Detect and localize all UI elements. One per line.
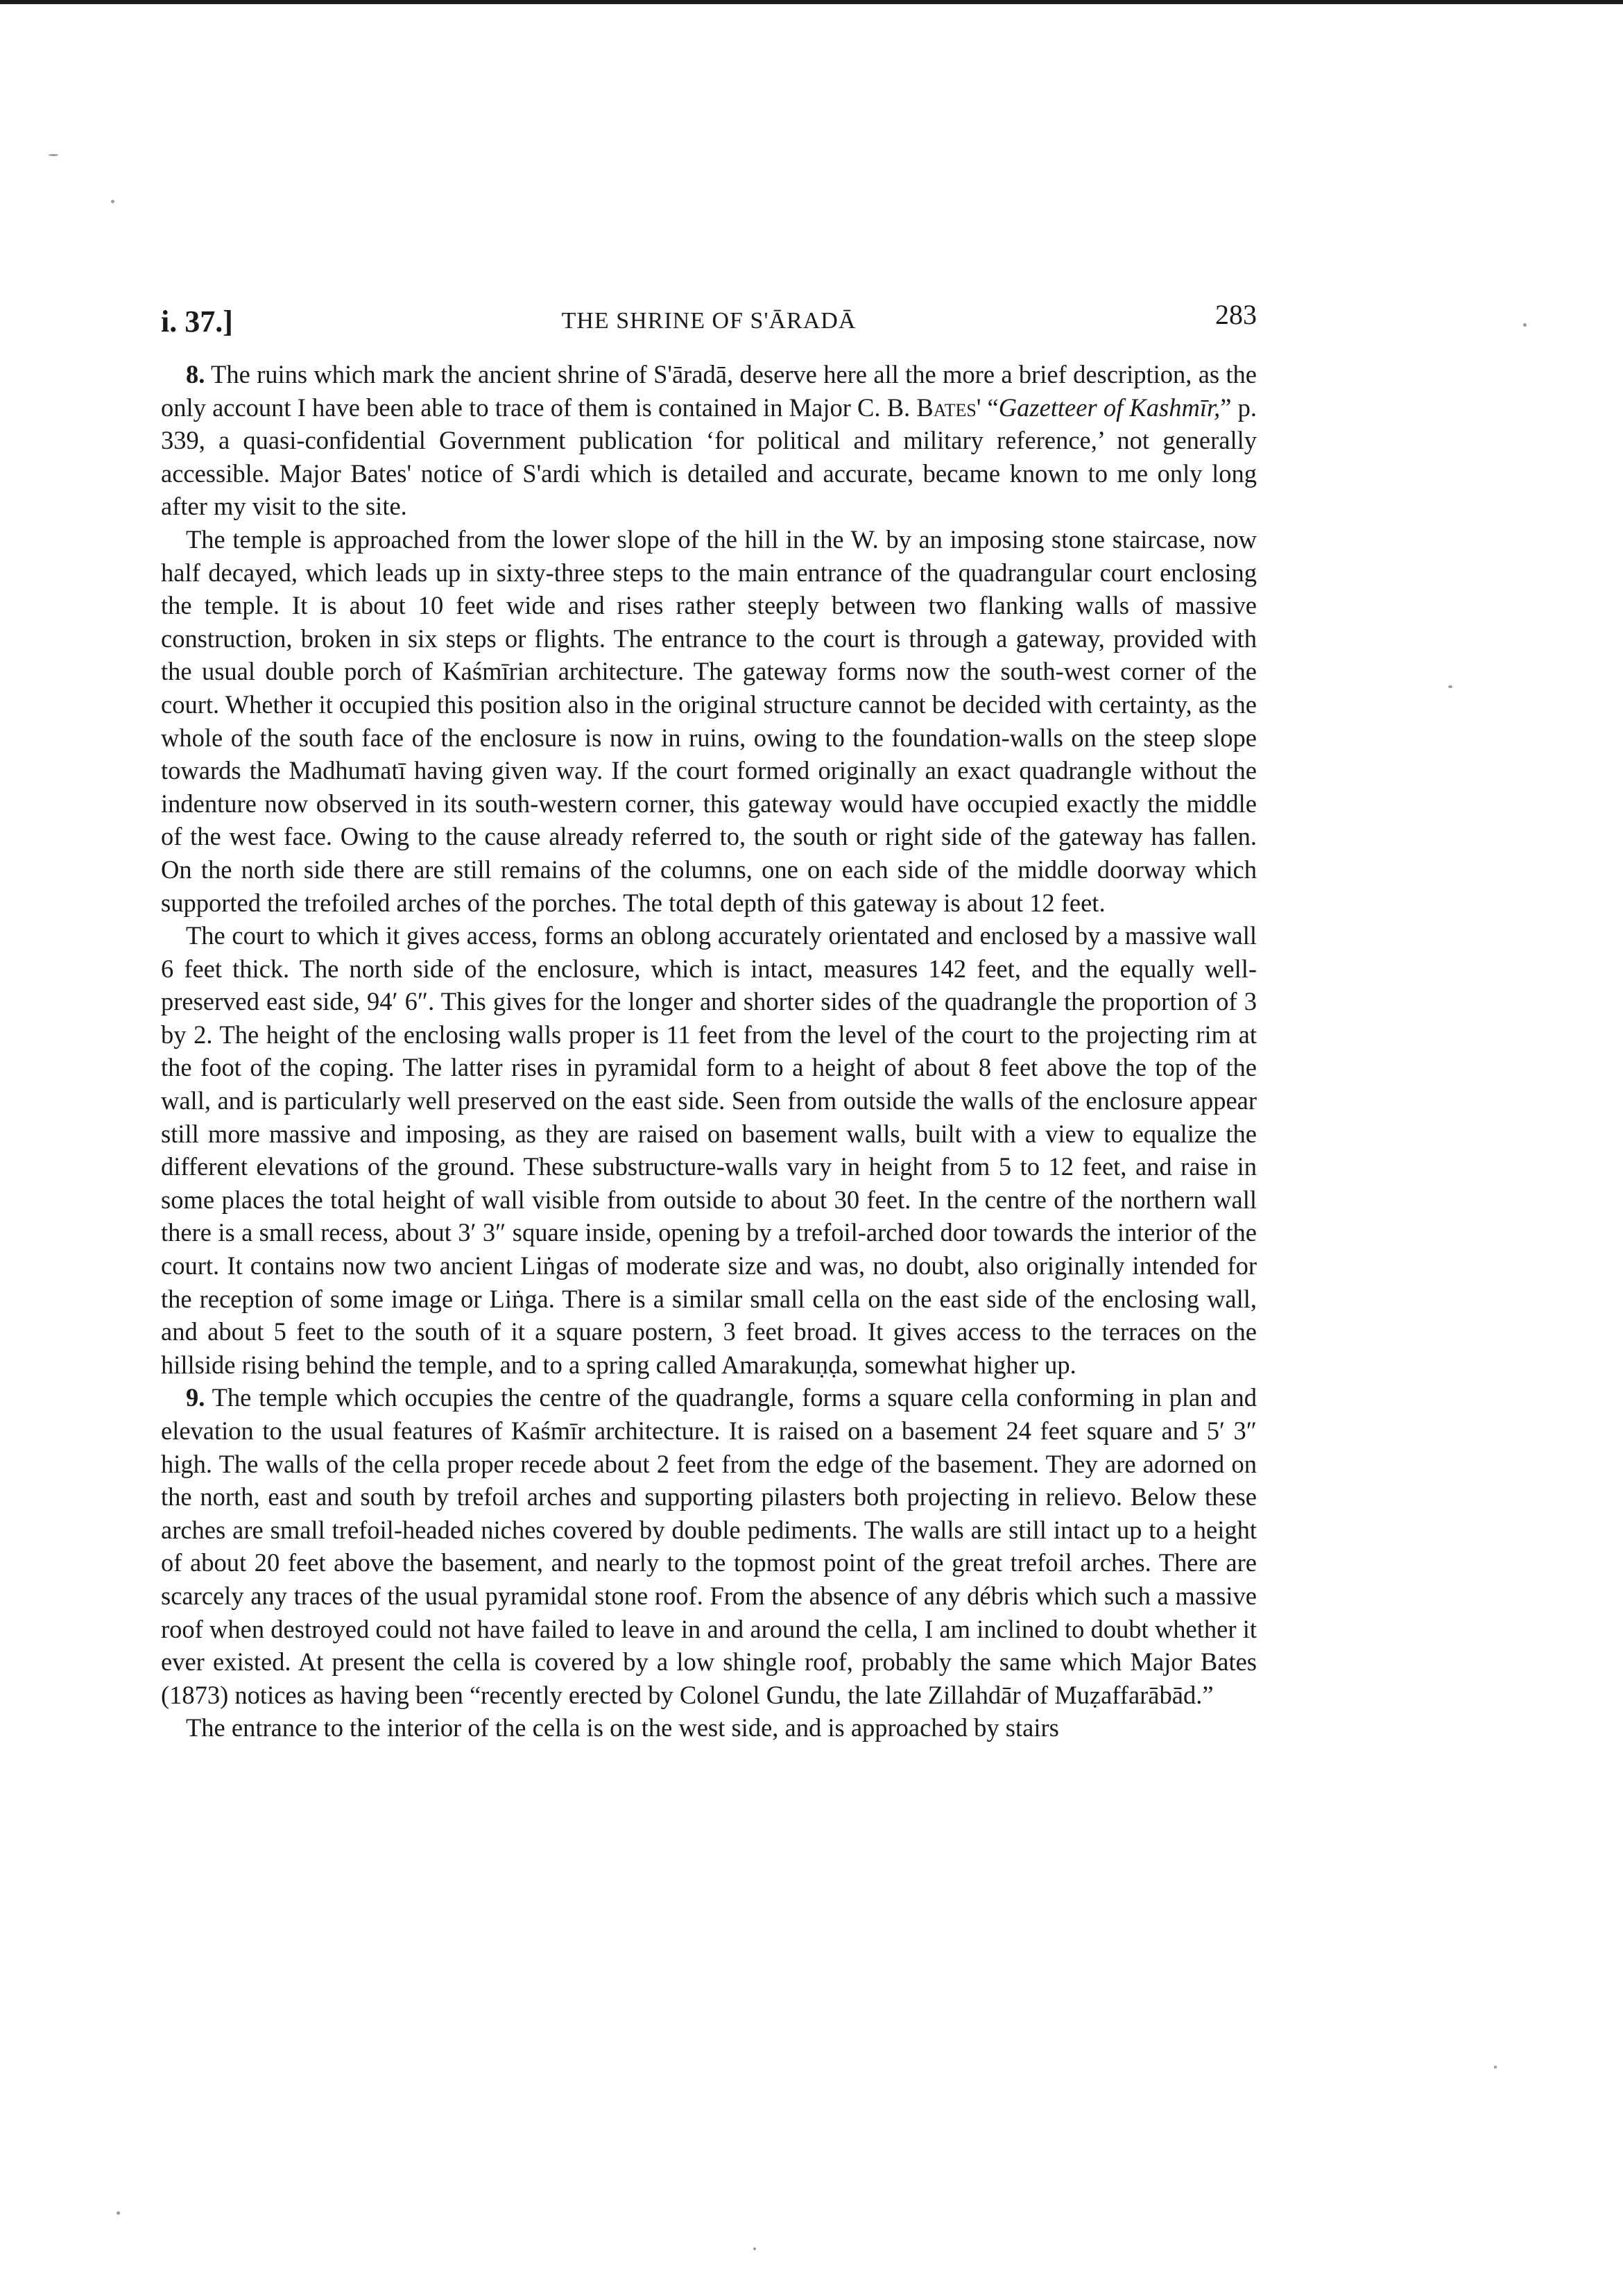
section-reference: i. 37.]	[161, 305, 233, 339]
body-text	[161, 358, 1257, 1745]
paragraph-court: The court to which it gives access, forms an oblong accurately orientated and enclosed by a massive wall 6 feet thick. The north side of the enclosure, which is intact, measures 142 feet, and the equally well-preserved east side, 94′ 6″. This gives for the longer and shorter sides of the quadrangle the proportion of 3 by 2. The height of the enclosing walls proper is 11 feet from the level of the court to the projecting rim at the foot of the coping. The latter rises in pyramidal form to a height of about 8 feet above the top of the wall, and is particularly well preserved on the east side. Seen from outside the walls of the enclosure appear still more massive and imposing, as they are raised on basement walls, built with a view to equalize the different elevations of the ground. These substructure-walls vary in height from 5 to 12 feet, and raise in some places the total height of wall visible from outside to about 30 feet. In the centre of the northern wall there is a small recess, about 3′ 3″ square inside, opening by a trefoil-arched door towards the interior of the court. It contains now two ancient Liṅgas of moderate size and was, no doubt, also originally intended for the reception of some image or Liṅga. There is a similar small cella on the east side of the enclosing wall, and about 5 feet to the south of it a square postern, 3 feet broad. It gives access to the terraces on the hillside rising behind the temple, and to a spring called Amarakuṇḍa, somewhat higher up.	[161, 921, 1257, 1379]
page-number: 283	[1215, 299, 1257, 330]
paragraph-number: 9.	[186, 1383, 205, 1412]
author-name-smallcaps: Bates	[916, 393, 977, 422]
book-title-italic: Gazetteer of Kashmīr,	[998, 393, 1221, 422]
paragraph-staircase: The temple is approached from the lower slope of the hill in the W. by an imposing stone staircase, now half decayed, which leads up in sixty-three steps to the main entrance of the quadrangular court enclosing the temple. It is about 10 feet wide and rises rather steeply between two flanking walls of massive construction, broken in six steps or flights. The entrance to the court is through a gateway, provided with the usual double porch of Kaśmīrian architecture. The gateway forms now the south-west corner of the court. Whether it occupied this position also in the original structure cannot be decided with certainty, as the whole of the south face of the enclosure is now in ruins, owing to the foundation-walls on the steep slope towards the Madhumatī having given way. If the court formed originally an exact quadrangle without the indenture now observed in its south-western corner, this gateway would have occupied exactly the middle of the west face. Owing to the cause already referred to, the south or right side of the gateway has fallen. On the north side there are still remains of the columns, one on each side of the middle doorway which supported the trefoiled arches of the porches. The total depth of this gateway is about 12 feet.	[161, 524, 1257, 917]
chapter-title: THE SHRINE OF S'ĀRADĀ	[561, 308, 857, 334]
paragraph-9: 9. The temple which occupies the centre of the quadrangle, forms a square cella conforming in plan and elevation to the usual features of Kaśmīr architecture. It is raised on a basement 24 feet square and 5′ 3″ high. The walls of the cella proper recede about 2 feet from the edge of the basement. They are adorned on the north, east and south by trefoil arches and supporting pilasters both projecting in relievo. Below these arches are small trefoil-headed niches covered by double pediments. The walls are still intact up to a height of about 20 feet above the basement, and nearly to the topmost point of the great trefoil arches. There are scarcely any traces of the usual pyramidal stone roof. From the absence of any débris which such a massive roof when destroyed could not have failed to leave in and around the cella, I am inclined to doubt whether it ever existed. At present the cella is covered by a low shingle roof, probably the same which Major Bates (1873) notices as having been “recently erected by Colonel Gundu, the late Zillahdār of Muẓaffarābād.”	[161, 1383, 1257, 1709]
running-header	[161, 291, 1257, 339]
scan-top-border	[0, 0, 1623, 4]
paragraph-entrance: The entrance to the interior of the cella is on the west side, and is approached by stairs	[186, 1713, 1059, 1742]
paragraph-number: 8.	[186, 360, 205, 388]
book-page	[161, 291, 1257, 1745]
paragraph-8: 8. The ruins which mark the ancient shrine of S'āradā, deserve here all the more a brief description, as the only account I have been able to trace of them is contained in Major C. B. Bates' “Gazetteer of Kashmīr,” p. 339, a quasi-confidential Government publication ‘for political and military reference,’ not generally accessible. Major Bates' notice of S'ardi which is detailed and accurate, became known to me only long after my visit to the site.	[161, 360, 1257, 521]
